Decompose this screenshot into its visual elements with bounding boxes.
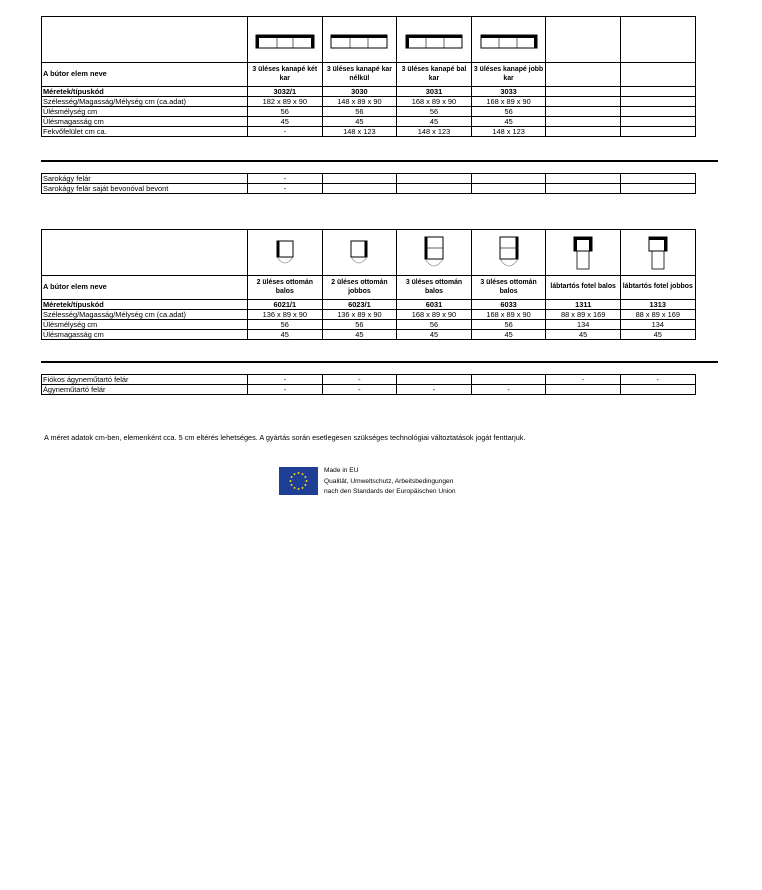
type-code: 6031 [397,300,472,310]
seat-depth: 56 [248,320,323,330]
drawer-surcharge [471,375,546,385]
empty-cell [546,17,621,63]
seat-depth: 56 [471,107,546,117]
type-code: 6033 [471,300,546,310]
holder-surcharge: - [397,385,472,395]
row-label-seat-depth: Ülésmélység cm [42,320,248,330]
type-code: 1313 [620,300,695,310]
eu-flag-icon [279,467,318,495]
row-label-seat-height: Ülésmagasság cm [42,330,248,340]
dimensions-note: A méret adatok cm-ben, elemenként cca. 5 cm eltérés lehetséges. A gyártás során esetlegesen szükséges technológiai változtatások jogát fenttarjuk. [44,433,526,442]
product-name [620,63,695,87]
row-label-code: Méretek/típuskód [42,87,248,97]
dimensions: 136 x 89 x 90 [248,310,323,320]
product-name [546,63,621,87]
product-name: lábtartós fotel balos [546,276,621,300]
row-label-dims: Szélesség/Magasság/Mélység cm (ca.adat) [42,310,248,320]
dimensions: 148 x 89 x 90 [322,97,397,107]
row-label-holder: Ágyneműtartó felár [42,385,248,395]
corner-own-surcharge: - [248,184,323,194]
drawer-surcharge: - [248,375,323,385]
sleep-area: 148 x 123 [322,127,397,137]
row-label-sleep-area: Fekvőfelület cm ca. [42,127,248,137]
corner-surcharge-table [41,173,696,194]
seat-height: 45 [248,117,323,127]
holder-surcharge [546,385,621,395]
product-name: lábtartós fotel jobbos [620,276,695,300]
dimensions: 168 x 89 x 90 [397,310,472,320]
dimensions: 182 x 89 x 90 [248,97,323,107]
row-label-drawer: Fiókos ágyneműtartó felár [42,375,248,385]
seat-depth: 56 [397,320,472,330]
storage-surcharge-table [41,374,696,395]
drawer-surcharge: - [546,375,621,385]
type-code: 3032/1 [248,87,323,97]
corner-own-surcharge [397,184,472,194]
type-code: 6021/1 [248,300,323,310]
sofa-no-arm-icon [322,17,397,63]
sofa-left-arm-icon [397,17,472,63]
divider [41,160,718,162]
row-label-dims: Szélesség/Magasság/Mélység cm (ca.adat) [42,97,248,107]
eu-line: Qualität, Umweltschutz, Arbeitsbedingungen [324,477,454,485]
sleep-area [620,127,695,137]
corner-surcharge: - [248,174,323,184]
product-name: 3 üléses kanapé jobb kar [471,63,546,87]
type-code [546,87,621,97]
ottoman-table [41,229,696,340]
seat-height: 45 [471,330,546,340]
seat-depth: 56 [248,107,323,117]
empty-cell [620,17,695,63]
dimensions: 168 x 89 x 90 [471,310,546,320]
sleep-area: - [248,127,323,137]
type-code: 3031 [397,87,472,97]
eu-line: nach den Standards der Europäischen Union [324,488,456,495]
ottoman-3-left-icon [397,230,472,276]
seat-depth: 56 [322,320,397,330]
dimensions: 168 x 89 x 90 [397,97,472,107]
seat-height: 45 [546,330,621,340]
header-blank [42,230,248,276]
corner-own-surcharge [620,184,695,194]
dimensions: 136 x 89 x 90 [322,310,397,320]
type-code: 3033 [471,87,546,97]
drawer-surcharge: - [620,375,695,385]
row-label-seat-height: Ülésmagasság cm [42,117,248,127]
type-code: 3030 [322,87,397,97]
corner-own-surcharge [546,184,621,194]
seat-height: 45 [620,330,695,340]
ottoman-right-icon [322,230,397,276]
seat-depth: 56 [471,320,546,330]
drawer-surcharge: - [322,375,397,385]
seat-depth: 134 [546,320,621,330]
seat-height: 45 [322,330,397,340]
type-code: 6023/1 [322,300,397,310]
holder-surcharge [620,385,695,395]
sleep-area: 148 x 123 [397,127,472,137]
row-label-code: Méretek/típuskód [42,300,248,310]
sleep-area [546,127,621,137]
row-label-name: A bútor elem neve [42,63,248,87]
seat-depth: 134 [620,320,695,330]
ottoman-left-icon [248,230,323,276]
ottoman-3-right-icon [471,230,546,276]
product-name: 2 üléses ottomán jobbos [322,276,397,300]
type-code: 1311 [546,300,621,310]
seat-height [620,117,695,127]
dimensions: 88 x 89 x 169 [620,310,695,320]
product-name: 3 üléses ottomán balos [397,276,472,300]
row-label-seat-depth: Ülésmélység cm [42,107,248,117]
seat-height: 45 [397,117,472,127]
product-name: 3 üléses ottomán balos [471,276,546,300]
seat-height: 45 [322,117,397,127]
type-code [620,87,695,97]
corner-surcharge [322,174,397,184]
holder-surcharge: - [248,385,323,395]
row-label-name: A bútor elem neve [42,276,248,300]
row-label-corner-own: Sarokágy felár saját bevonóval bevont [42,184,248,194]
footrest-chair-left-icon [546,230,621,276]
eu-origin-text [324,466,456,498]
dimensions [620,97,695,107]
sofa-two-arms-icon [248,17,323,63]
dimensions: 168 x 89 x 90 [471,97,546,107]
seat-height: 45 [471,117,546,127]
footrest-chair-right-icon [620,230,695,276]
divider [41,361,718,363]
corner-surcharge [546,174,621,184]
dimensions: 88 x 89 x 169 [546,310,621,320]
seat-height: 45 [397,330,472,340]
product-name: 3 üléses kanapé kar nélkül [322,63,397,87]
seat-depth: 56 [322,107,397,117]
seat-height [546,117,621,127]
seat-depth [546,107,621,117]
product-name: 3 üléses kanapé két kar [248,63,323,87]
row-label-corner: Sarokágy felár [42,174,248,184]
product-name: 3 üléses kanapé bal kar [397,63,472,87]
seat-depth [620,107,695,117]
holder-surcharge: - [471,385,546,395]
header-blank [42,17,248,63]
corner-surcharge [471,174,546,184]
product-name: 2 üléses ottomán balos [248,276,323,300]
corner-own-surcharge [471,184,546,194]
sofa-table [41,16,696,137]
sleep-area: 148 x 123 [471,127,546,137]
seat-depth: 56 [397,107,472,117]
dimensions [546,97,621,107]
eu-line: Made in EU [324,467,359,474]
drawer-surcharge [397,375,472,385]
corner-surcharge [397,174,472,184]
sofa-right-arm-icon [471,17,546,63]
holder-surcharge: - [322,385,397,395]
corner-own-surcharge [322,184,397,194]
corner-surcharge [620,174,695,184]
seat-height: 45 [248,330,323,340]
